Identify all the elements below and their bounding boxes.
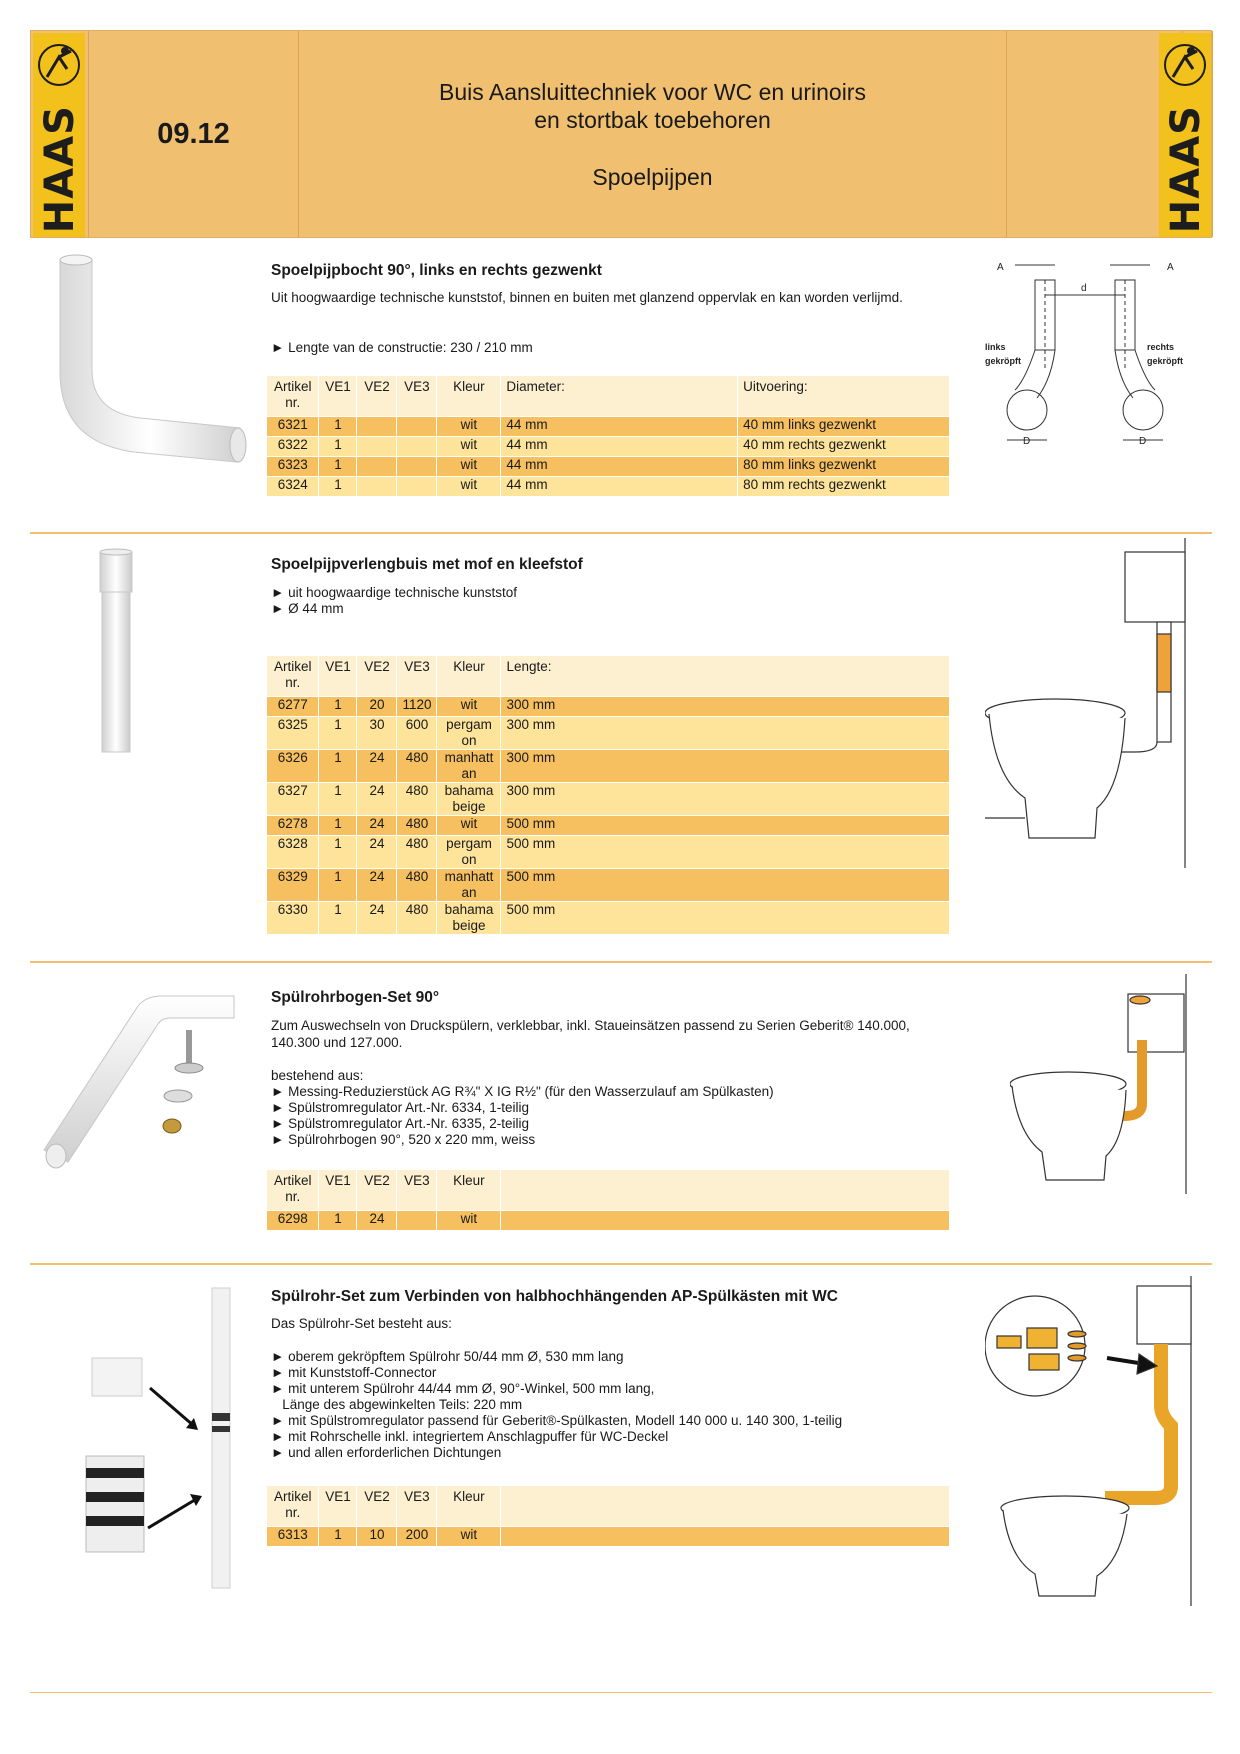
cell: wit: [437, 815, 501, 835]
col-header: Artikel nr.: [267, 1170, 319, 1210]
product-desc-1: Uit hoogwaardige technische kunststof, binnen en buiten met glanzend oppervlak en kan worden verlijmd.: [271, 290, 903, 305]
section-number-cell: [89, 31, 299, 237]
dim-label: gekröpft: [985, 356, 1021, 366]
cell: 24: [357, 835, 397, 868]
table-row: [267, 416, 950, 436]
table-row: [267, 696, 950, 716]
cell: pergam on: [437, 835, 501, 868]
cell: [397, 476, 437, 496]
cell: 1: [319, 436, 357, 456]
col-header: VE2: [357, 1170, 397, 1210]
cell: 44 mm: [501, 456, 738, 476]
table-header-row: [267, 376, 950, 416]
cell: 40 mm rechts gezwenkt: [738, 436, 950, 456]
col-header: VE1: [319, 376, 357, 416]
toilet-cistern-icon: [985, 538, 1205, 868]
col-header: VE1: [319, 1170, 357, 1210]
bullet-item: ► Spülrohrbogen 90°, 520 x 220 mm, weiss: [271, 1132, 536, 1147]
table-row: [267, 1210, 950, 1230]
cell: 44 mm: [501, 416, 738, 436]
haas-logo-left: [33, 33, 85, 237]
cell: 1: [319, 835, 357, 868]
bullet-item: ► mit Rohrschelle inkl. integriertem Anschlagpuffer für WC-Deckel: [271, 1429, 669, 1444]
cell: 1: [319, 782, 357, 815]
title-cell: [299, 31, 1007, 237]
cell: 80 mm links gezwenkt: [738, 456, 950, 476]
haas-logo-right: [1159, 33, 1211, 237]
col-header: VE3: [397, 1170, 437, 1210]
cell: 500 mm: [501, 901, 950, 934]
pipe-set-icon: [38, 990, 238, 1170]
title-line-1: Buis Aansluittechniek voor WC en urinoirs: [439, 79, 866, 105]
bullet-item: Länge des abgewinkelten Teils: 220 mm: [271, 1397, 523, 1412]
cell: 1: [319, 416, 357, 436]
col-header: [501, 1486, 950, 1526]
cell: 1: [319, 696, 357, 716]
cell: 1: [319, 716, 357, 749]
cell: 24: [357, 868, 397, 901]
cell: 600: [397, 716, 437, 749]
cell: 480: [397, 868, 437, 901]
cell: pergam on: [437, 716, 501, 749]
cell: 44 mm: [501, 476, 738, 496]
straight-pipe-icon: [96, 548, 136, 756]
toilet-illustration-1: [985, 538, 1205, 873]
col-header: VE1: [319, 656, 357, 696]
product-desc-3b: bestehend aus:: [271, 1068, 364, 1083]
cell: 6298: [267, 1210, 319, 1230]
title-line-3: Spoelpijpen: [592, 164, 713, 190]
col-header: Kleur: [437, 656, 501, 696]
cell: 44 mm: [501, 436, 738, 456]
cell: 10: [357, 1526, 397, 1546]
cell: 6277: [267, 696, 319, 716]
cell: 1: [319, 868, 357, 901]
cell: wit: [437, 416, 501, 436]
cell: wit: [437, 476, 501, 496]
bend-set-image: [38, 990, 238, 1175]
bullet-item: ► mit Kunststoff-Connector: [271, 1365, 437, 1380]
product-desc-1b: ► Lengte van de constructie: 230 / 210 mm: [271, 340, 533, 355]
table-header-row: [267, 1170, 950, 1210]
spec-table-4: [267, 1486, 950, 1547]
spec-table-2: [267, 656, 950, 935]
dim-label: rechts: [1147, 342, 1175, 352]
footer-divider: [30, 1692, 1212, 1693]
col-header: Kleur: [437, 1170, 501, 1210]
cell: 6324: [267, 476, 319, 496]
table-row: [267, 815, 950, 835]
cell: 300 mm: [501, 696, 950, 716]
cell: 24: [357, 901, 397, 934]
cell: [501, 1210, 950, 1230]
cell: wit: [437, 1210, 501, 1230]
col-header: Lengte:: [501, 656, 950, 696]
mascot-icon: [1159, 39, 1211, 99]
cell: [357, 416, 397, 436]
cell: 1120: [397, 696, 437, 716]
product-desc-2b: ► Ø 44 mm: [271, 601, 344, 616]
connector-set-image: [82, 1278, 252, 1613]
cell: manhatt an: [437, 749, 501, 782]
cell: 500 mm: [501, 868, 950, 901]
cell: 300 mm: [501, 749, 950, 782]
bullet-item: ► mit Spülstromregulator passend für Geberit®-Spülkasten, Modell 140 000 u. 140 300, 1-teilig: [271, 1413, 843, 1428]
col-header: Kleur: [437, 376, 501, 416]
bullet-item: ► und allen erforderlichen Dichtungen: [271, 1445, 502, 1460]
col-header: [501, 1170, 950, 1210]
logo-text: HAAS: [1163, 105, 1209, 234]
dim-label: links: [985, 342, 1006, 352]
dim-label: D: [1139, 436, 1147, 447]
title-line-2: en stortbak toebehoren: [534, 107, 771, 133]
cell: 480: [397, 835, 437, 868]
cell: 6327: [267, 782, 319, 815]
table-row: [267, 476, 950, 496]
product-title-1: Spoelpijpbocht 90°, links en rechts gezwenkt: [271, 262, 602, 279]
cell: 6330: [267, 901, 319, 934]
table-row: [267, 901, 950, 934]
col-header: VE2: [357, 376, 397, 416]
dim-label: gekröpft: [1147, 356, 1183, 366]
cell: 500 mm: [501, 815, 950, 835]
product-desc-3: Zum Auswechseln von Druckspülern, verklebbar, inkl. Staueinsätzen passend zu Serien Geberit® 140.000, 140.300 und 127.000.: [271, 1018, 910, 1050]
cell: 6328: [267, 835, 319, 868]
cell: bahama beige: [437, 782, 501, 815]
product-desc-4: Das Spülrohr-Set besteht aus:: [271, 1316, 452, 1331]
section-divider: [30, 961, 1212, 963]
table-header-row: [267, 1486, 950, 1526]
cell: [397, 1210, 437, 1230]
section-divider: [30, 532, 1212, 534]
cell: wit: [437, 456, 501, 476]
cell: 1: [319, 456, 357, 476]
elbow-pipe-image: [50, 250, 250, 475]
bullet-item: ► oberem gekröpftem Spülrohr 50/44 mm Ø, 530 mm lang: [271, 1349, 624, 1364]
cell: [397, 436, 437, 456]
section-number: 09.12: [157, 117, 230, 150]
pipe-dimension-diagram-icon: [985, 250, 1190, 460]
col-header: VE3: [397, 656, 437, 696]
cell: 480: [397, 782, 437, 815]
cell: 500 mm: [501, 835, 950, 868]
cell: 24: [357, 815, 397, 835]
bullet-item: ► Spülstromregulator Art.-Nr. 6335, 2-teilig: [271, 1116, 529, 1131]
logo-text: HAAS: [37, 105, 83, 234]
cell: 1: [319, 815, 357, 835]
col-header: VE2: [357, 656, 397, 696]
cell: 24: [357, 1210, 397, 1230]
cell: 1: [319, 901, 357, 934]
table-row: [267, 749, 950, 782]
cell: 80 mm rechts gezwenkt: [738, 476, 950, 496]
bullet-item: ► Messing-Reduzierstück AG R¾" X IG R½" (für den Wasserzulauf am Spülkasten): [271, 1084, 774, 1099]
blank-cell: [1007, 31, 1183, 237]
cell: 1: [319, 749, 357, 782]
table-row: [267, 782, 950, 815]
table-header-row: [267, 656, 950, 696]
toilet-illustration-2: [1010, 974, 1200, 1199]
pipe-bend-icon: [50, 250, 250, 470]
cell: 200: [397, 1526, 437, 1546]
dim-label: A: [1167, 262, 1174, 273]
cell: [357, 476, 397, 496]
cell: bahama beige: [437, 901, 501, 934]
cell: 6321: [267, 416, 319, 436]
cell: 300 mm: [501, 716, 950, 749]
cell: [397, 456, 437, 476]
cell: wit: [437, 1526, 501, 1546]
cell: 6323: [267, 456, 319, 476]
cell: 24: [357, 749, 397, 782]
cell: [357, 436, 397, 456]
col-header: Artikel nr.: [267, 1486, 319, 1526]
cell: 6329: [267, 868, 319, 901]
table-row: [267, 1526, 950, 1546]
bullet-item: ► mit unterem Spülrohr 44/44 mm Ø, 90°-Winkel, 500 mm lang,: [271, 1381, 655, 1396]
toilet-cistern-icon: [1010, 974, 1200, 1194]
cell: [397, 416, 437, 436]
mascot-icon: [33, 39, 85, 99]
table-row: [267, 716, 950, 749]
section-divider: [30, 1263, 1212, 1265]
cell: 6313: [267, 1526, 319, 1546]
table-row: [267, 436, 950, 456]
cell: 480: [397, 815, 437, 835]
col-header: Artikel nr.: [267, 376, 319, 416]
logo-right-cell: [1163, 31, 1213, 237]
col-header: VE3: [397, 1486, 437, 1526]
extension-pipe-image: [96, 548, 136, 761]
product-title-4: Spülrohr-Set zum Verbinden von halbhochhängenden AP-Spülkästen mit WC: [271, 1288, 838, 1305]
cell: 1: [319, 1526, 357, 1546]
toilet-cistern-icon: [985, 1276, 1205, 1606]
bullet-item: ► Spülstromregulator Art.-Nr. 6334, 1-teilig: [271, 1100, 529, 1115]
cell: wit: [437, 696, 501, 716]
dim-label: A: [997, 262, 1004, 273]
cell: 40 mm links gezwenkt: [738, 416, 950, 436]
cell: 30: [357, 716, 397, 749]
product-title-2: Spoelpijpverlengbuis met mof en kleefstof: [271, 556, 583, 573]
dim-label: D: [1023, 436, 1031, 447]
cell: 1: [319, 476, 357, 496]
logo-left-cell: [31, 31, 89, 237]
product-title-3: Spülrohrbogen-Set 90°: [271, 989, 440, 1006]
cell: wit: [437, 436, 501, 456]
page-header: [30, 30, 1212, 238]
spec-table-3: [267, 1170, 950, 1231]
spec-table-1: [267, 376, 950, 497]
col-header: Kleur: [437, 1486, 501, 1526]
cell: [357, 456, 397, 476]
cell: 480: [397, 749, 437, 782]
cell: 6326: [267, 749, 319, 782]
toilet-illustration-3: [985, 1276, 1205, 1611]
cell: manhatt an: [437, 868, 501, 901]
cell: 1: [319, 1210, 357, 1230]
cell: 6325: [267, 716, 319, 749]
cell: 6322: [267, 436, 319, 456]
cell: 24: [357, 782, 397, 815]
col-header: Uitvoering:: [738, 376, 950, 416]
col-header: Artikel nr.: [267, 656, 319, 696]
cell: 6278: [267, 815, 319, 835]
col-header: VE3: [397, 376, 437, 416]
table-row: [267, 868, 950, 901]
cell: 20: [357, 696, 397, 716]
col-header: VE1: [319, 1486, 357, 1526]
dimension-diagram: [985, 250, 1190, 465]
table-row: [267, 835, 950, 868]
cell: 300 mm: [501, 782, 950, 815]
table-row: [267, 456, 950, 476]
pipe-connector-icon: [82, 1278, 252, 1608]
cell: [501, 1526, 950, 1546]
col-header: VE2: [357, 1486, 397, 1526]
cell: 480: [397, 901, 437, 934]
col-header: Diameter:: [501, 376, 738, 416]
product-desc-2: ► uit hoogwaardige technische kunststof: [271, 585, 518, 600]
dim-label: d: [1081, 283, 1087, 294]
